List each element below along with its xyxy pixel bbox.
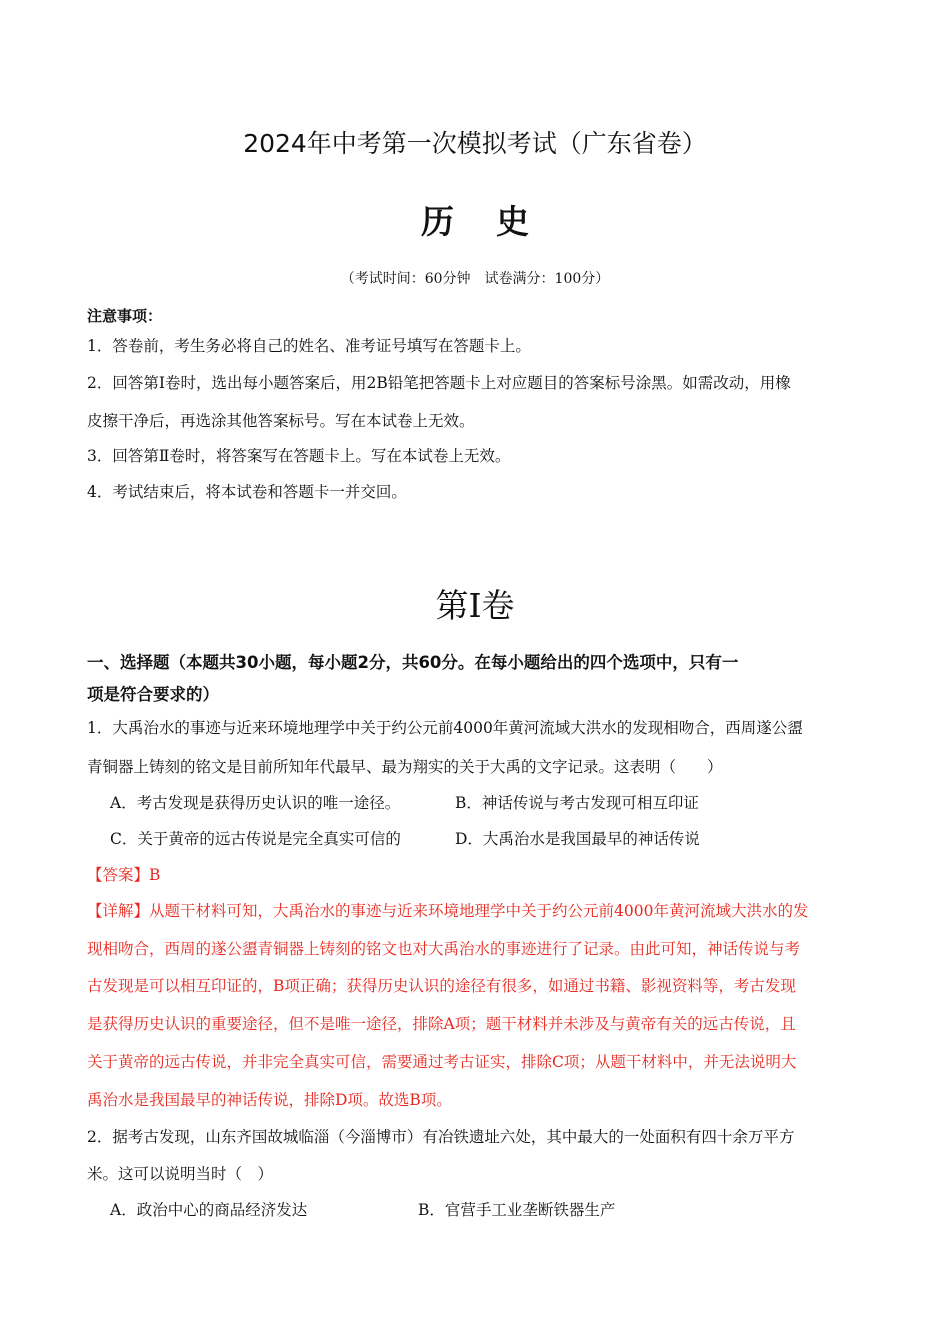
subject-title: 历史 — [421, 202, 571, 241]
question-1-stem: 青铜器上铸刻的铭文是目前所知年代最早、最为翔实的关于大禹的文字记录。这表明（ ） — [87, 758, 723, 776]
exam-title: 2024年中考第一次模拟考试（广东省卷） — [243, 129, 707, 158]
explain-text: 从题干材料可知，大禹治水的事迹与近来环境地理学中关于约公元前4000年黄河流域大洪水的发 — [149, 902, 809, 920]
part-title: 第Ⅰ卷 — [435, 586, 515, 625]
q1-explain-line: 现相吻合，西周的遂公盨青铜器上铸刻的铭文也对大禹治水的事迹进行了记录。由此可知，神话传说与考 — [87, 940, 801, 958]
question-2-stem: 米。这可以说明当时（ ） — [87, 1165, 274, 1183]
q1-option-d: D．大禹治水是我国最早的神话传说 — [455, 830, 700, 848]
note-line: 皮擦干净后，再选涂其他答案标号。写在本试卷上无效。 — [87, 412, 475, 430]
q1-option-b: B．神话传说与考古发现可相互印证 — [455, 794, 699, 812]
q2-option-a: A．政治中心的商品经济发达 — [110, 1201, 308, 1219]
note-line: 1．答卷前，考生务必将自己的姓名、准考证号填写在答题卡上。 — [87, 337, 531, 355]
q1-explain-line: 关于黄帝的远古传说，并非完全真实可信，需要通过考古证实，排除C项；从题干材料中，并无法说明大 — [87, 1053, 797, 1071]
section-heading: 项是符合要求的） — [87, 685, 219, 704]
q1-explain-line — [87, 899, 808, 921]
q1-explain-line: 古发现是可以相互印证的，B项正确；获得历史认识的途径有很多，如通过书籍、影视资料等，考古发现 — [87, 977, 796, 995]
explain-label: 【详解】 — [87, 902, 150, 920]
note-line: 3．回答第Ⅱ卷时，将答案写在答题卡上。写在本试卷上无效。 — [87, 447, 511, 465]
section-heading: 一、选择题（本题共30小题，每小题2分，共60分。在每小题给出的四个选项中，只有一 — [87, 653, 739, 672]
exam-info: （考试时间：60分钟 试卷满分：100分） — [340, 271, 610, 287]
note-line: 2．回答第Ⅰ卷时，选出每小题答案后，用2B铅笔把答题卡上对应题目的答案标号涂黑。如需改动，用橡 — [87, 374, 791, 392]
q1-explain-line: 禹治水是我国最早的神话传说，排除D项。故选B项。 — [87, 1091, 452, 1109]
q2-option-b: B．官营手工业垄断铁器生产 — [418, 1201, 616, 1219]
question-2-stem: 2．据考古发现，山东齐国故城临淄（今淄博市）有冶铁遗址六处，其中最大的一处面积有四十余万平方 — [87, 1128, 795, 1146]
q1-option-c: C．关于黄帝的远古传说是完全真实可信的 — [110, 830, 401, 848]
notes-heading: 注意事项： — [87, 307, 163, 325]
note-line: 4．考试结束后，将本试卷和答题卡一并交回。 — [87, 483, 407, 501]
q1-explain-line: 是获得历史认识的重要途径，但不是唯一途径，排除A项；题干材料并未涉及与黄帝有关的远古传说，且 — [87, 1015, 796, 1033]
q1-answer: 【答案】B — [87, 866, 161, 884]
question-1-stem: 1．大禹治水的事迹与近来环境地理学中关于约公元前4000年黄河流域大洪水的发现相吻合，西周遂公盨 — [87, 719, 803, 737]
q1-option-a: A．考古发现是获得历史认识的唯一途径。 — [110, 794, 401, 812]
